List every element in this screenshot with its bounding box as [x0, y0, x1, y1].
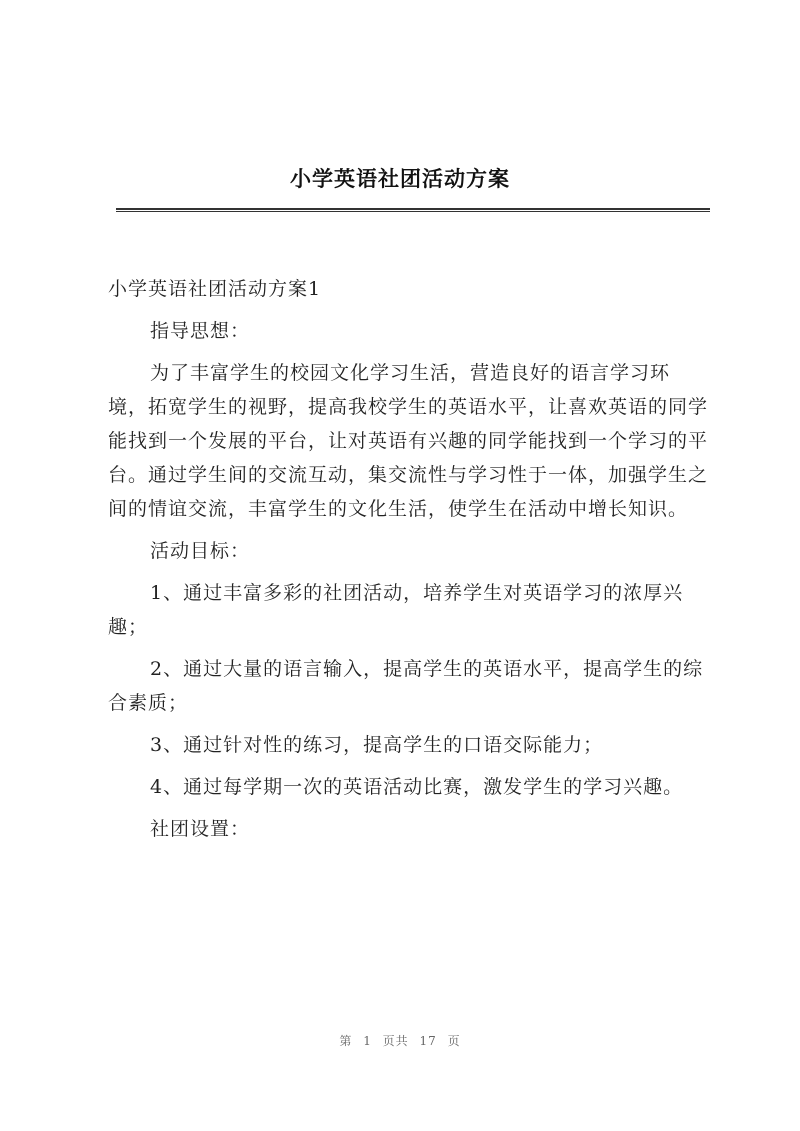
document-body — [108, 272, 708, 854]
subheading-activity-goals: 活动目标： — [150, 540, 251, 562]
section-heading: 小学英语社团活动方案1 — [108, 278, 322, 300]
page-number-footer: 第 1 页共 17 页 — [339, 1034, 461, 1048]
document-title: 小学英语社团活动方案 — [290, 167, 510, 191]
goal-item-3: 3、通过针对性的练习，提高学生的口语交际能力； — [150, 734, 604, 756]
goal-item-4: 4、通过每学期一次的英语活动比赛，激发学生的学习兴趣。 — [150, 776, 684, 798]
subheading-guiding-ideology: 指导思想： — [150, 320, 251, 342]
goal-item-2: 2、通过大量的语言输入，提高学生的英语水平，提高学生的综合素质； — [108, 658, 704, 714]
goal-item-1: 1、通过丰富多彩的社团活动，培养学生对英语学习的浓厚兴趣； — [108, 582, 684, 638]
subheading-club-setup: 社团设置： — [150, 818, 251, 840]
paragraph-guiding-ideology: 为了丰富学生的校园文化学习生活，营造良好的语言学习环境，拓宽学生的视野，提高我校学生的英语水平，让喜欢英语的同学能找到一个发展的平台，让对英语有兴趣的同学能找到一个学习的平台。通过学生间的交流互动，集交流性与学习性于一体，加强学生之间的情谊交流，丰富学生的文化生活，使学生在活动中增长知识。 — [108, 362, 709, 520]
title-divider — [116, 208, 710, 212]
